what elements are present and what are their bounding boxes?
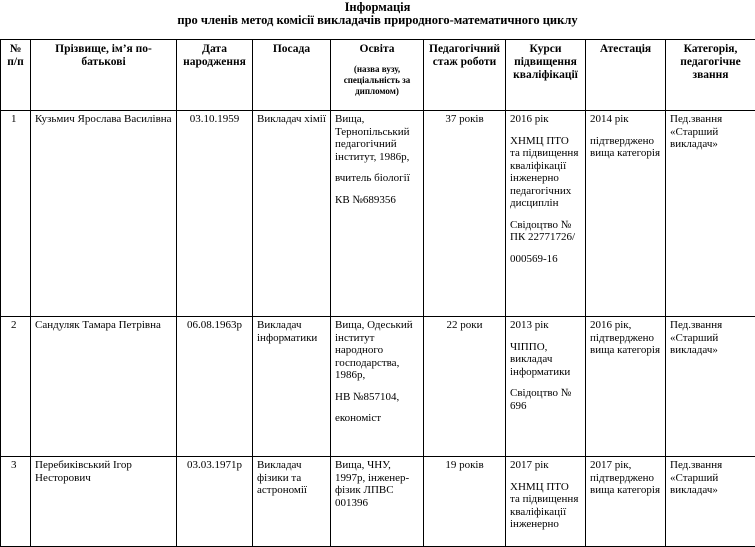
row-birth: 06.08.1963р (177, 317, 253, 457)
education-line: економіст (335, 412, 419, 425)
header-education (331, 40, 424, 111)
staff-table (0, 39, 755, 547)
courses-line: 000569-16 (510, 253, 581, 266)
courses-line: ХНМЦ ПТО та підвищення кваліфікації інженерно (510, 481, 581, 531)
header-num: № п/п (1, 40, 31, 111)
row-courses (506, 111, 586, 317)
row-name: Сандуляк Тамара Петрівна (31, 317, 177, 457)
header-name: Прізвище, ім’я по-батькові (31, 40, 177, 111)
header-position: Посада (253, 40, 331, 111)
row-category: Пед.звання «Старший викладач» (666, 317, 755, 457)
courses-line: 2016 рік (510, 113, 581, 126)
row-category: Пед.звання «Старший викладач» (666, 457, 755, 547)
education-line: Вища, Одеський інститут народного господарства, 1986р, (335, 319, 419, 382)
row-experience: 22 роки (424, 317, 506, 457)
courses-line: ХНМЦ ПТО та підвищення кваліфікації інженерно педагогічних дисциплін (510, 135, 581, 210)
table-header-row (1, 40, 755, 111)
row-attestation (586, 111, 666, 317)
header-education-sub: (назва вузу, спеціальність за дипломом) (335, 64, 419, 97)
row-num: 3 (1, 457, 31, 547)
table-row (1, 317, 755, 457)
table-row (1, 111, 755, 317)
row-birth: 03.03.1971р (177, 457, 253, 547)
education-line: Вища, ЧНУ, 1997р, інженер-фізик ЛПВС 001396 (335, 459, 419, 509)
row-num: 1 (1, 111, 31, 317)
row-attestation (586, 457, 666, 547)
header-experience: Педагогічний стаж роботи (424, 40, 506, 111)
courses-line: Свідоцтво № ПК 22771726/ (510, 219, 581, 244)
education-line: НВ №857104, (335, 391, 419, 404)
row-education (331, 457, 424, 547)
header-attestation: Атестація (586, 40, 666, 111)
courses-line: 2017 рік (510, 459, 581, 472)
education-line: КВ №689356 (335, 194, 419, 207)
row-birth: 03.10.1959 (177, 111, 253, 317)
row-category: Пед.звання «Старший викладач» (666, 111, 755, 317)
courses-line: 2013 рік (510, 319, 581, 332)
header-category: Категорія, педагогічне звання (666, 40, 755, 111)
row-attestation (586, 317, 666, 457)
attestation-line: 2017 рік, підтверджено вища категорія (590, 459, 661, 497)
row-position: Викладач інформатики (253, 317, 331, 457)
header-education-label: Освіта (360, 43, 395, 55)
row-courses (506, 317, 586, 457)
header-birth: Дата народження (177, 40, 253, 111)
education-line: вчитель біології (335, 172, 419, 185)
row-name: Кузьмич Ярослава Василівна (31, 111, 177, 317)
education-line: Вища, Тернопільський педагогічний інститут, 1986р, (335, 113, 419, 163)
attestation-line: підтверджено вища категорія (590, 135, 661, 160)
row-education (331, 317, 424, 457)
table-row (1, 457, 755, 547)
courses-line: Свідоцтво № 696 (510, 387, 581, 412)
row-experience: 37 років (424, 111, 506, 317)
attestation-line: 2016 рік, підтверджено вища категорія (590, 319, 661, 357)
row-position: Викладач фізики та астрономії (253, 457, 331, 547)
attestation-line: 2014 рік (590, 113, 661, 126)
row-experience: 19 років (424, 457, 506, 547)
row-education (331, 111, 424, 317)
document-title: Інформація (0, 0, 755, 14)
courses-line: ЧІППО, викладач інформатики (510, 341, 581, 379)
document-subtitle: про членів метод комісії викладачів природного-математичного циклу (0, 13, 755, 27)
row-name: Перебиківський Ігор Несторович (31, 457, 177, 547)
row-num: 2 (1, 317, 31, 457)
row-courses (506, 457, 586, 547)
row-position: Викладач хімії (253, 111, 331, 317)
header-courses: Курси підвищення кваліфікації (506, 40, 586, 111)
